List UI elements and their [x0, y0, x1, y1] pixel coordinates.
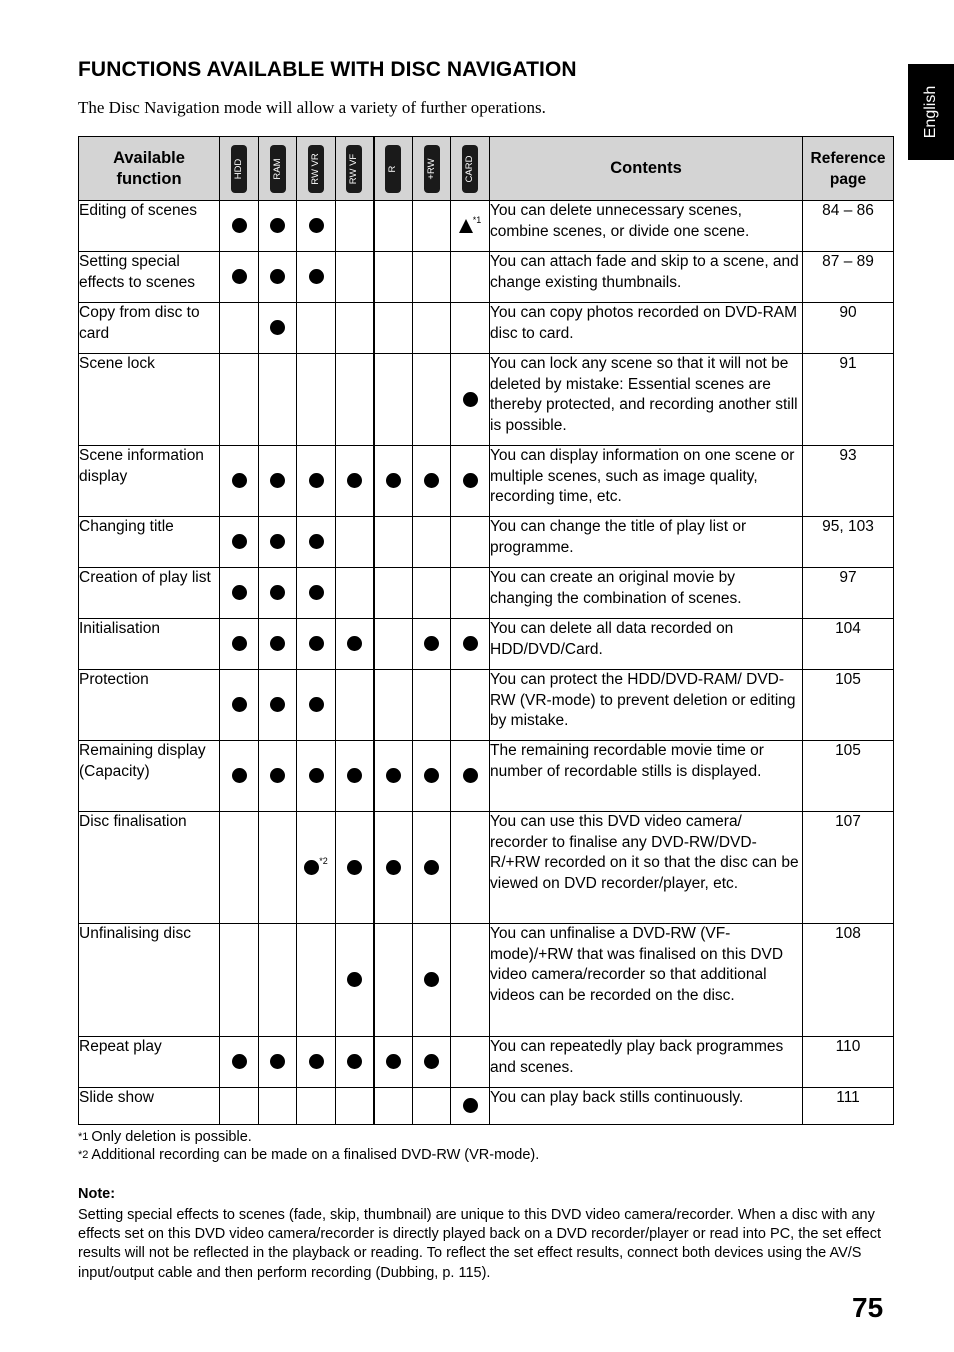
- filled-circle-icon: [424, 972, 439, 987]
- format-cell: [336, 201, 374, 252]
- filled-circle-icon: [463, 392, 478, 407]
- format-cell: [374, 303, 413, 354]
- format-cell: [451, 446, 490, 517]
- filled-circle-icon: [347, 473, 362, 488]
- format-cell: [297, 517, 336, 568]
- contents-cell: You can unfinalise a DVD-RW (VF-mode)/+RW that was finalised on this DVD video camera/recorder so that additional videos can be recorded on the disc.: [490, 924, 803, 1037]
- filled-circle-icon: [386, 473, 401, 488]
- format-cell: [297, 924, 336, 1037]
- format-cell: [374, 568, 413, 619]
- function-cell: Copy from disc to card: [79, 303, 220, 354]
- format-cell: [220, 812, 259, 924]
- filled-circle-icon: [270, 768, 285, 783]
- filled-circle-icon: [232, 697, 247, 712]
- format-cell: [336, 252, 374, 303]
- format-cell: [297, 1037, 336, 1088]
- filled-circle-icon: [309, 473, 324, 488]
- format-cell: [413, 446, 451, 517]
- filled-circle-icon: [232, 218, 247, 233]
- footnote-text: Only deletion is possible.: [91, 1129, 252, 1145]
- contents-cell: You can delete unnecessary scenes, combine scenes, or divide one scene.: [490, 201, 803, 252]
- format-cell: [413, 201, 451, 252]
- format-cell: [220, 1088, 259, 1125]
- format-cell: [413, 619, 451, 670]
- filled-circle-icon: [270, 697, 285, 712]
- page-heading: FUNCTIONS AVAILABLE WITH DISC NAVIGATION: [78, 58, 577, 81]
- language-tab: [908, 64, 954, 160]
- format-cell: [297, 303, 336, 354]
- format-cell: [336, 517, 374, 568]
- format-cell: [259, 568, 297, 619]
- format-cell: [259, 1037, 297, 1088]
- footnote-1: [78, 1128, 539, 1146]
- format-cell: [451, 924, 490, 1037]
- format-cell: [220, 303, 259, 354]
- contents-cell: You can create an original movie by changing the combination of scenes.: [490, 568, 803, 619]
- format-cell: [413, 741, 451, 812]
- filled-circle-icon: [232, 1054, 247, 1069]
- table-row: [79, 201, 894, 252]
- header-reference: Reference page: [803, 137, 894, 201]
- filled-circle-icon: [424, 768, 439, 783]
- filled-circle-icon: [270, 636, 285, 651]
- format-cell: [336, 1088, 374, 1125]
- format-cell: [374, 354, 413, 446]
- filled-circle-icon: [309, 218, 324, 233]
- format-cell: [297, 670, 336, 741]
- format-cell: [451, 303, 490, 354]
- filled-circle-icon: [309, 585, 324, 600]
- filled-circle-icon: [347, 1054, 362, 1069]
- filled-circle-icon: [463, 768, 478, 783]
- filled-circle-icon: [386, 768, 401, 783]
- function-cell: Unfinalising disc: [79, 924, 220, 1037]
- function-cell: Slide show: [79, 1088, 220, 1125]
- contents-cell: You can play back stills continuously.: [490, 1088, 803, 1125]
- format-cell: [374, 201, 413, 252]
- format-cell: [297, 741, 336, 812]
- reference-page-cell: 87 – 89: [803, 252, 894, 303]
- contents-cell: You can attach fade and skip to a scene, and change existing thumbnails.: [490, 252, 803, 303]
- format-cell: [297, 354, 336, 446]
- format-cell: [451, 741, 490, 812]
- format-cell: [336, 924, 374, 1037]
- format-cell: [259, 1088, 297, 1125]
- table-row: [79, 924, 894, 1037]
- function-cell: Repeat play: [79, 1037, 220, 1088]
- filled-circle-icon: [424, 473, 439, 488]
- format-cell: [297, 568, 336, 619]
- format-cell: [374, 1088, 413, 1125]
- format-cell: [451, 670, 490, 741]
- header-format-plus-rw: +RW: [413, 137, 451, 201]
- format-cell: [336, 446, 374, 517]
- filled-circle-icon: [270, 269, 285, 284]
- format-cell: [220, 924, 259, 1037]
- format-cell: [336, 354, 374, 446]
- function-cell: Changing title: [79, 517, 220, 568]
- format-cell: [220, 201, 259, 252]
- reference-page-cell: 105: [803, 741, 894, 812]
- format-cell: [220, 670, 259, 741]
- format-cell: [259, 741, 297, 812]
- reference-page-cell: 111: [803, 1088, 894, 1125]
- contents-cell: You can delete all data recorded on HDD/DVD/Card.: [490, 619, 803, 670]
- format-cell: [220, 517, 259, 568]
- format-cell: [374, 619, 413, 670]
- reference-page-cell: 95, 103: [803, 517, 894, 568]
- format-cell: [413, 252, 451, 303]
- format-cell: [297, 446, 336, 517]
- intro-text: The Disc Navigation mode will allow a variety of further operations.: [78, 98, 546, 117]
- format-cell: [413, 924, 451, 1037]
- format-cell: [336, 741, 374, 812]
- header-contents: Contents: [490, 137, 803, 201]
- footnote-2: [78, 1146, 539, 1164]
- format-cell: [451, 517, 490, 568]
- header-format-rw-vf: RW VF: [336, 137, 374, 201]
- filled-circle-icon: [270, 473, 285, 488]
- format-cell: [413, 303, 451, 354]
- format-cell: [374, 1037, 413, 1088]
- format-cell: [451, 568, 490, 619]
- filled-circle-icon: [232, 636, 247, 651]
- footnote-mark: *1: [78, 1131, 89, 1143]
- functions-table: [78, 136, 894, 1125]
- filled-circle-icon: [232, 269, 247, 284]
- page-number: 75: [852, 1292, 884, 1323]
- filled-circle-icon: [232, 473, 247, 488]
- table-row: [79, 517, 894, 568]
- filled-circle-icon: [347, 860, 362, 875]
- format-cell: [297, 812, 336, 924]
- table-row: [79, 1037, 894, 1088]
- format-cell: [259, 303, 297, 354]
- filled-circle-icon: [309, 636, 324, 651]
- function-cell: Scene information display: [79, 446, 220, 517]
- filled-circle-icon: [347, 768, 362, 783]
- table-row: [79, 1088, 894, 1125]
- filled-circle-icon: [347, 636, 362, 651]
- format-cell: [451, 354, 490, 446]
- contents-cell: The remaining recordable movie time or number of recordable stills is displayed.: [490, 741, 803, 812]
- format-cell: [413, 1037, 451, 1088]
- reference-page-cell: 84 – 86: [803, 201, 894, 252]
- filled-circle-icon: [309, 697, 324, 712]
- format-cell: [297, 619, 336, 670]
- header-format-ram: RAM: [259, 137, 297, 201]
- footnotes: [78, 1128, 539, 1164]
- filled-circle-icon: [309, 269, 324, 284]
- filled-circle-icon: [232, 768, 247, 783]
- format-cell: [451, 812, 490, 924]
- format-cell: [297, 252, 336, 303]
- reference-page-cell: 90: [803, 303, 894, 354]
- header-format-r: R: [374, 137, 413, 201]
- table-row: [79, 568, 894, 619]
- table-row: [79, 812, 894, 924]
- filled-circle-icon: [424, 1054, 439, 1069]
- filled-circle-icon: [304, 860, 319, 875]
- table-row: [79, 354, 894, 446]
- table-row: [79, 619, 894, 670]
- reference-page-cell: 105: [803, 670, 894, 741]
- filled-circle-icon: [347, 972, 362, 987]
- format-cell: [220, 568, 259, 619]
- function-cell: Setting special effects to scenes: [79, 252, 220, 303]
- function-cell: Creation of play list: [79, 568, 220, 619]
- format-cell: [297, 1088, 336, 1125]
- function-cell: Editing of scenes: [79, 201, 220, 252]
- format-cell: [413, 1088, 451, 1125]
- format-cell: [451, 201, 490, 252]
- filled-circle-icon: [463, 1098, 478, 1113]
- format-cell: [374, 252, 413, 303]
- format-cell: [413, 670, 451, 741]
- note-text: Setting special effects to scenes (fade, skip, thumbnail) are unique to this DVD video camera/recorder. When a disc with any effects set on this DVD video camera/recorder is directly played back on a DVD recorder/player or read into PC, the set effect results will not be reflected in the playback or reading. To reflect the set effect results, connect both devices using the AV/S input/output cable and then perform recording (Dubbing, p. 115).: [78, 1207, 881, 1281]
- header-format-hdd: HDD: [220, 137, 259, 201]
- function-cell: Initialisation: [79, 619, 220, 670]
- header-format-rw-vr: RW VR: [297, 137, 336, 201]
- filled-circle-icon: [309, 768, 324, 783]
- filled-circle-icon: [270, 534, 285, 549]
- filled-circle-icon: [424, 636, 439, 651]
- contents-cell: You can lock any scene so that it will not be deleted by mistake: Essential scenes are thereby protected, and recording another still is possible.: [490, 354, 803, 446]
- filled-circle-icon: [232, 585, 247, 600]
- format-cell: [413, 812, 451, 924]
- contents-cell: You can change the title of play list or programme.: [490, 517, 803, 568]
- note-heading: Note:: [78, 1186, 116, 1202]
- table-header-row: [79, 137, 894, 201]
- reference-page-cell: 97: [803, 568, 894, 619]
- reference-page-cell: 104: [803, 619, 894, 670]
- format-cell: [374, 924, 413, 1037]
- contents-cell: You can copy photos recorded on DVD-RAM disc to card.: [490, 303, 803, 354]
- format-cell: [336, 670, 374, 741]
- format-cell: [220, 354, 259, 446]
- triangle-icon: [459, 219, 473, 233]
- reference-page-cell: 93: [803, 446, 894, 517]
- format-cell: [259, 812, 297, 924]
- format-cell: [259, 354, 297, 446]
- table-row: [79, 252, 894, 303]
- format-cell: [297, 201, 336, 252]
- format-cell: [259, 201, 297, 252]
- contents-cell: You can protect the HDD/DVD-RAM/ DVD-RW (VR-mode) to prevent deletion or editing by mistake.: [490, 670, 803, 741]
- contents-cell: You can display information on one scene or multiple scenes, such as image quality, recording time, etc.: [490, 446, 803, 517]
- format-cell: [259, 619, 297, 670]
- format-cell: [374, 446, 413, 517]
- format-cell: [336, 619, 374, 670]
- format-cell: [259, 252, 297, 303]
- function-cell: Protection: [79, 670, 220, 741]
- language-tab-label: English: [922, 85, 939, 139]
- format-cell: [220, 446, 259, 517]
- format-cell: [413, 517, 451, 568]
- format-cell: [451, 1088, 490, 1125]
- format-cell: [374, 517, 413, 568]
- format-cell: [413, 568, 451, 619]
- header-function: Available function: [79, 137, 220, 201]
- format-cell: [336, 812, 374, 924]
- table-body: [79, 201, 894, 1125]
- contents-cell: You can repeatedly play back programmes and scenes.: [490, 1037, 803, 1088]
- format-cell: [451, 1037, 490, 1088]
- footnote-reference: *1: [472, 214, 482, 225]
- filled-circle-icon: [386, 860, 401, 875]
- format-cell: [259, 670, 297, 741]
- format-cell: [336, 303, 374, 354]
- function-cell: Scene lock: [79, 354, 220, 446]
- reference-page-cell: 91: [803, 354, 894, 446]
- format-cell: [259, 924, 297, 1037]
- format-cell: [374, 741, 413, 812]
- format-cell: [413, 354, 451, 446]
- filled-circle-icon: [309, 1054, 324, 1069]
- function-cell: Disc finalisation: [79, 812, 220, 924]
- format-cell: [451, 252, 490, 303]
- format-cell: [220, 741, 259, 812]
- filled-circle-icon: [270, 218, 285, 233]
- format-cell: [259, 446, 297, 517]
- filled-circle-icon: [309, 534, 324, 549]
- table-row: [79, 303, 894, 354]
- filled-circle-icon: [232, 534, 247, 549]
- filled-circle-icon: [424, 860, 439, 875]
- footnote-mark: *2: [78, 1149, 89, 1161]
- format-cell: [220, 252, 259, 303]
- reference-page-cell: 110: [803, 1037, 894, 1088]
- function-cell: Remaining display (Capacity): [79, 741, 220, 812]
- reference-page-cell: 107: [803, 812, 894, 924]
- format-cell: [451, 619, 490, 670]
- format-cell: [336, 1037, 374, 1088]
- header-format-card: CARD: [451, 137, 490, 201]
- format-cell: [220, 619, 259, 670]
- reference-page-cell: 108: [803, 924, 894, 1037]
- table-row: [79, 741, 894, 812]
- format-cell: [374, 812, 413, 924]
- filled-circle-icon: [270, 1054, 285, 1069]
- format-cell: [259, 517, 297, 568]
- filled-circle-icon: [270, 320, 285, 335]
- contents-cell: You can use this DVD video camera/ recorder to finalise any DVD-RW/DVD-R/+RW recorded on it so that the disc can be viewed on DVD recorder/player, etc.: [490, 812, 803, 924]
- filled-circle-icon: [270, 585, 285, 600]
- filled-circle-icon: [386, 1054, 401, 1069]
- format-cell: [220, 1037, 259, 1088]
- format-cell: [336, 568, 374, 619]
- footnote-reference: *2: [319, 856, 328, 867]
- filled-circle-icon: [463, 473, 478, 488]
- table-row: [79, 446, 894, 517]
- filled-circle-icon: [463, 636, 478, 651]
- footnote-text: Additional recording can be made on a finalised DVD-RW (VR-mode).: [91, 1147, 540, 1163]
- format-cell: [374, 670, 413, 741]
- table-row: [79, 670, 894, 741]
